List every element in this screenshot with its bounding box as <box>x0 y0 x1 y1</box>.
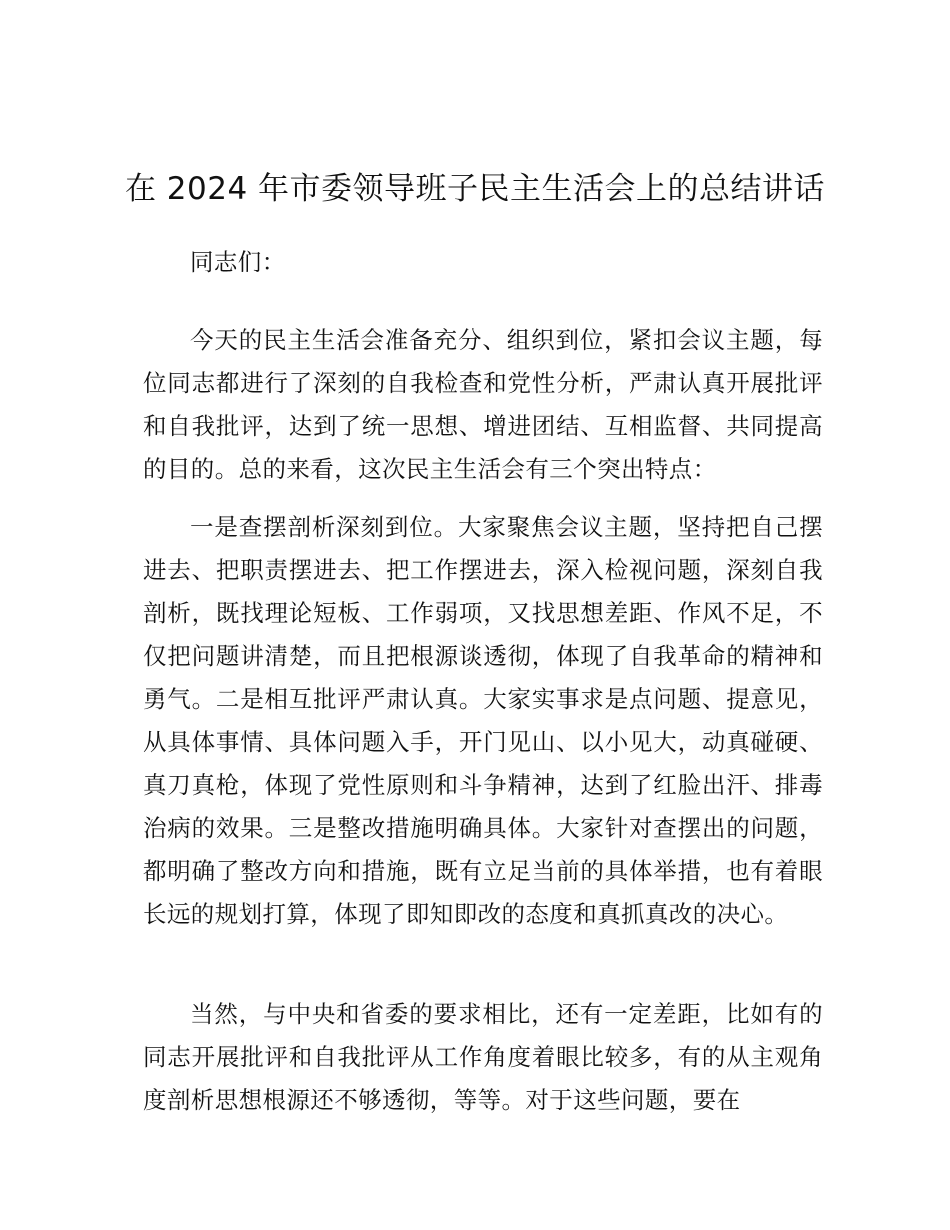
paragraph-3: 当然，与中央和省委的要求相比，还有一定差距，比如有的同志开展批评和自我批评从工作角度着眼比较多，有的从主观角度剖析思想根源还不够透彻，等等。对于这些问题，要在 <box>143 1000 823 1114</box>
paragraph-1: 今天的民主生活会准备充分、组织到位，紧扣会议主题，每位同志都进行了深刻的自我检查和党性分析，严肃认真开展批评和自我批评，达到了统一思想、增进团结、互相监督、共同提高的目的。总的来看，这次民主生活会有三个突出特点： <box>143 326 823 483</box>
salutation: 同志们： <box>190 248 286 276</box>
paragraph-2: 一是查摆剖析深刻到位。大家聚焦会议主题，坚持把自己摆进去、把职责摆进去、把工作摆进去，深入检视问题，深刻自我剖析，既找理论短板、工作弱项，又找思想差距、作风不足，不仅把问题讲清楚，而且把根源谈透彻，体现了自我革命的精神和勇气。二是相互批评严肃认真。大家实事求是点问题、提意见，从具体事情、具体问题入手，开门见山、以小见大，动真碰硬、真刀真枪，体现了党性原则和斗争精神，达到了红脸出汗、排毒治病的效果。三是整改措施明确具体。大家针对查摆出的问题，都明确了整改方向和措施，既有立足当前的具体举措，也有着眼长远的规划打算，体现了即知即改的态度和真抓真改的决心。 <box>143 513 823 928</box>
document-title: 在 2024 年市委领导班子民主生活会上的总结讲话 <box>124 171 826 207</box>
